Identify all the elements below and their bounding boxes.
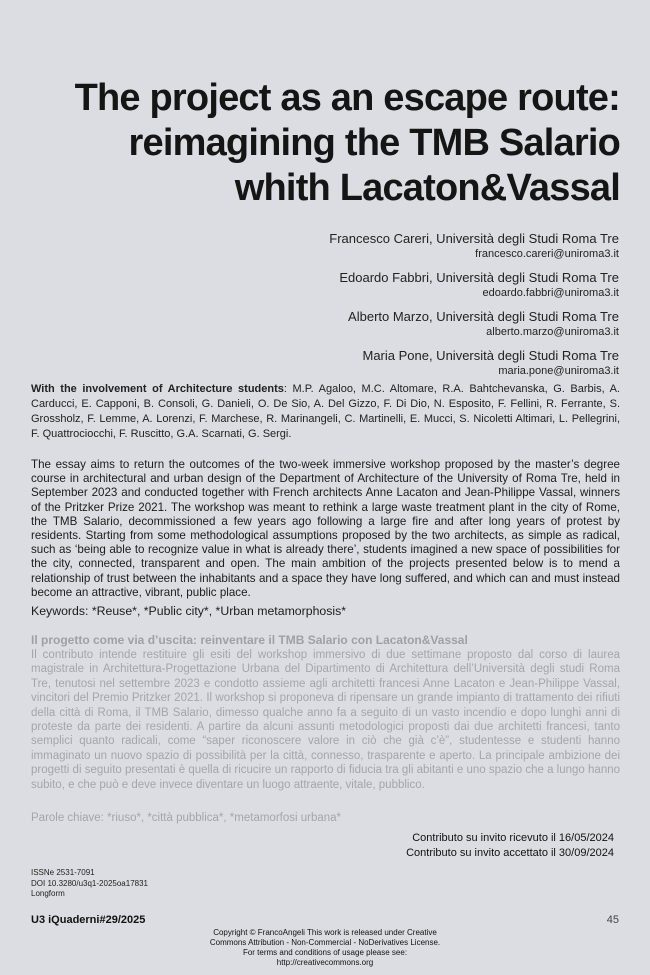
author-name: Francesco Careri, Università degli Studi Roma Tre [329,231,619,246]
english-abstract: The essay aims to return the outcomes of the two-week immersive workshop proposed by the master’s degree course in architectural and urban design of the Department of Architecture of the University of Roma Tre, held in September 2023 and conducted together with French architects Anne Lacaton and Jean-Philippe Vassal, winners of the Pritzker Prize 2021. The workshop was meant to rethink a large waste treatment plant in the city of Rome, the TMB Salario, decommissioned a few years ago following a large fire and after long years of protest by residents. Starting from some methodological assumptions proposed by the two architects, as simple as radical, such as ‘being able to recognize value in what is already there’, students imagined a new space of possibilities for the city, connected, transparent and open. The main ambition of the projects presented below is to mend a relationship of trust between the inhabitants and a space they have long suffered, and which can and must instead become an attractive, vibrant, public place. [31,458,620,599]
received-date: Contributo su invito ricevuto il 16/05/2024 [412,832,614,844]
author-entry [119,270,619,300]
author-entry [119,348,619,378]
italian-abstract: Il contributo intende restituire gli esiti del workshop immersivo di due settimane proposto dal corso di laurea magistrale in Architettura-Progettazione Urbana del Dipartimento di Architettura dell’Università degli studi Roma Tre, tenutosi nel settembre 2023 e condotto assieme agli architetti francesi Anne Lacaton e Jean-Philippe Vassal, vincitori del Premio Pritzker 2021. Il workshop si proponeva di ripensare un grande impianto di trattamento dei rifiuti della città di Roma, il TMB Salario, dimesso qualche anno fa a seguito di un vasto incendio e dopo lunghi anni di proteste da parte dei residenti. A partire da alcuni assunti metodologici proposti dai due architetti francesi, tanto semplici quanto radicali, come “saper riconoscere valore in ciò che già c’è”, studentesse e studenti hanno immaginato un nuovo spazio di possibilità per la città, connesso, trasparente e aperto. La principale ambizione dei progetti di seguito presentati è quella di ricucire un rapporto di fiducia tra gli abitanti e uno spazio che a lungo hanno subito, e che può e deve invece diventare un luogo attraente, vitale, pubblico. [31,649,620,791]
student-involvement [31,382,620,442]
publication-meta [31,868,148,900]
author-entry [119,231,619,261]
involvement-names: : M.P. Agaloo, M.C. Altomare, R.A. Bahtchevanska, G. Barbis, A. Carducci, E. Capponi, B. Consoli, G. Danieli, O. De Sio, A. Del Gizzo, F. Di Dio, N. Esposito, F. Fellini, R. Ferrante, S. Grossholz, F. Lemme, A. Lorenzi, F. Marchese, R. Marinangeli, C. Martinelli, E. Mucci, S. Nicoletti Altimari, L. Pellegrini, F. Quattrociocchi, F. Ruscitto, G.A. Scarnati, G. Sergi. [31,383,620,440]
author-name: Maria Pone, Università degli Studi Roma Tre [362,348,619,363]
author-email[interactable]: francesco.careri@uniroma3.it [475,248,619,260]
journal-name: U3 iQuaderni#29/2025 [31,914,146,926]
author-email[interactable]: alberto.marzo@uniroma3.it [486,326,619,338]
involvement-label: With the involvement of Architecture students [31,383,284,395]
title-line-3: whith Lacaton&Vassal [234,167,620,209]
copyright-line: For terms and conditions of usage please see: [242,948,408,957]
article-type: Longform [31,889,65,898]
author-name: Edoardo Fabbri, Università degli Studi Roma Tre [339,270,619,285]
author-list [119,231,619,387]
copyright-notice [190,928,460,968]
issn: ISSNe 2531-7091 [31,868,95,877]
copyright-link[interactable]: http://creativecommons.org [276,958,374,967]
title-line-2: reimagining the TMB Salario [128,122,620,164]
author-email[interactable]: maria.pone@uniroma3.it [498,365,619,377]
copyright-line: Copyright © FrancoAngeli This work is released under Creative [213,928,437,937]
italian-keywords: Parole chiave: *riuso*, *città pubblica*, *metamorfosi urbana* [31,812,342,824]
english-keywords: Keywords: *Reuse*, *Public city*, *Urban metamorphosis* [31,604,347,618]
copyright-line: Commons Attribution - Non-Commercial - NoDerivatives License. [209,938,441,947]
author-email[interactable]: edoardo.fabbri@uniroma3.it [482,287,619,299]
submission-dates [406,831,614,861]
doi[interactable]: DOI 10.3280/u3q1-2025oa17831 [31,878,148,888]
italian-title: Il progetto come via d’uscita: reinventare il TMB Salario con Lacaton&Vassal [31,633,468,647]
article-title [20,76,620,211]
page-number: 45 [606,914,619,926]
title-line-1: The project as an escape route: [74,77,620,119]
author-name: Alberto Marzo, Università degli Studi Roma Tre [348,309,619,324]
accepted-date: Contributo su invito accettato il 30/09/2024 [406,847,614,859]
author-entry [119,309,619,339]
